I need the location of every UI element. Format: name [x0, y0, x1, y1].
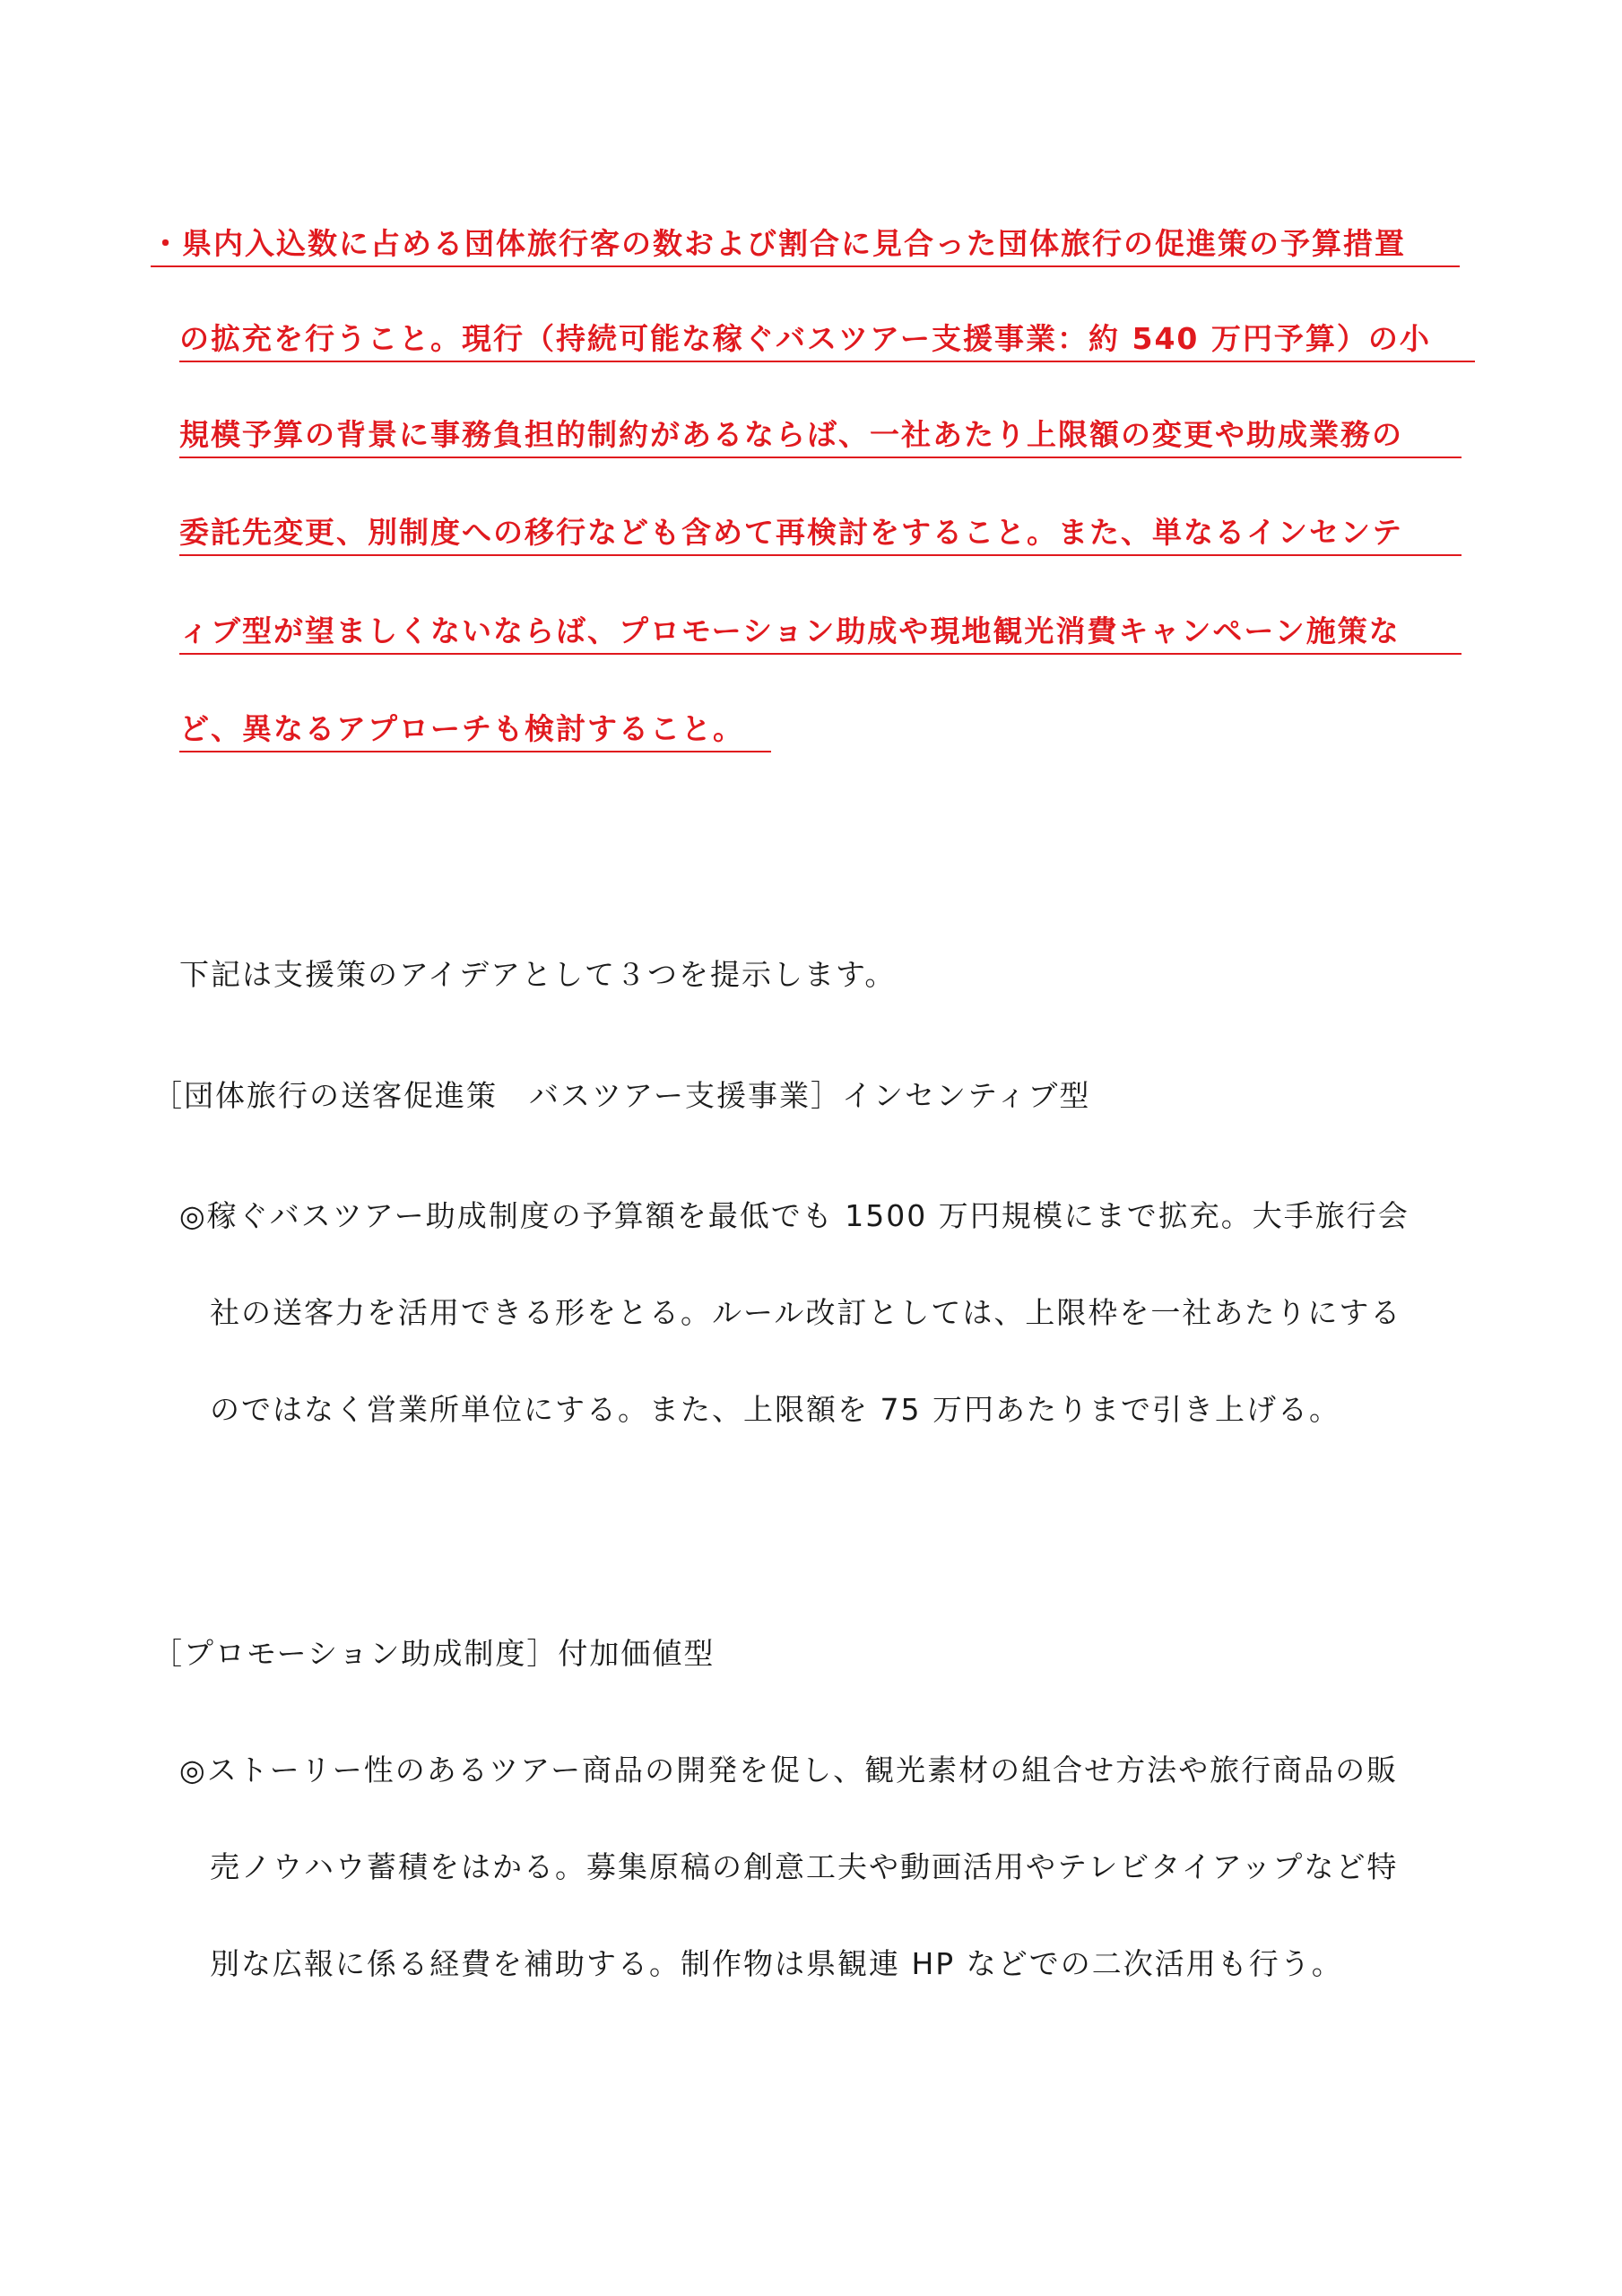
section-heading-bus-tour: ［団体旅行の送客促進策 バスツアー支援事業］インセンティブ型 — [152, 1078, 1091, 1113]
section2-line-2: 売ノウハウ蓄積をはかる。募集原稿の創意工夫や動画活用やテレビタイアップなど特 — [210, 1849, 1399, 1884]
underline-2 — [179, 361, 1475, 362]
underline-6 — [179, 751, 771, 752]
underline-1 — [151, 265, 1460, 267]
intro-text: 下記は支援策のアイデアとして３つを提示します。 — [179, 957, 897, 992]
underline-5 — [179, 653, 1462, 655]
red-line-1: ・県内入込数に占める団体旅行客の数および割合に見合った団体旅行の促進策の予算措置 — [151, 226, 1406, 261]
red-line-2: の拡充を行うこと。現行（持続可能な稼ぐバスツアー支援事業：約 540 万円予算）の小 — [179, 321, 1431, 356]
red-line-4: 委託先変更、別制度への移行なども含めて再検討をすること。また、単なるインセンテ — [179, 515, 1403, 550]
underline-3 — [179, 457, 1462, 458]
red-line-6: ど、異なるアプローチも検討すること。 — [179, 711, 744, 746]
red-line-5: ィブ型が望ましくないならば、プロモーション助成や現地観光消費キャンペーン施策な — [179, 613, 1401, 648]
section1-line-2: 社の送客力を活用できる形をとる。ルール改訂としては、上限枠を一社あたりにする — [210, 1295, 1402, 1330]
section1-line-1: ◎稼ぐバスツアー助成制度の予算額を最低でも 1500 万円規模にまで拡充。大手旅行会 — [179, 1198, 1409, 1233]
section1-line-3: のではなく営業所単位にする。また、上限額を 75 万円あたりまで引き上げる。 — [210, 1392, 1340, 1427]
section2-line-1: ◎ストーリー性のあるツアー商品の開発を促し、観光素材の組合せ方法や旅行商品の販 — [179, 1752, 1399, 1787]
underline-4 — [179, 554, 1462, 556]
section2-line-3: 別な広報に係る経費を補助する。制作物は県観連 HP などでの二次活用も行う。 — [210, 1946, 1343, 1981]
red-line-3: 規模予算の背景に事務負担的制約があるならば、一社あたり上限額の変更や助成業務の — [179, 417, 1403, 452]
section-heading-promotion: ［プロモーション助成制度］付加価値型 — [152, 1636, 716, 1671]
